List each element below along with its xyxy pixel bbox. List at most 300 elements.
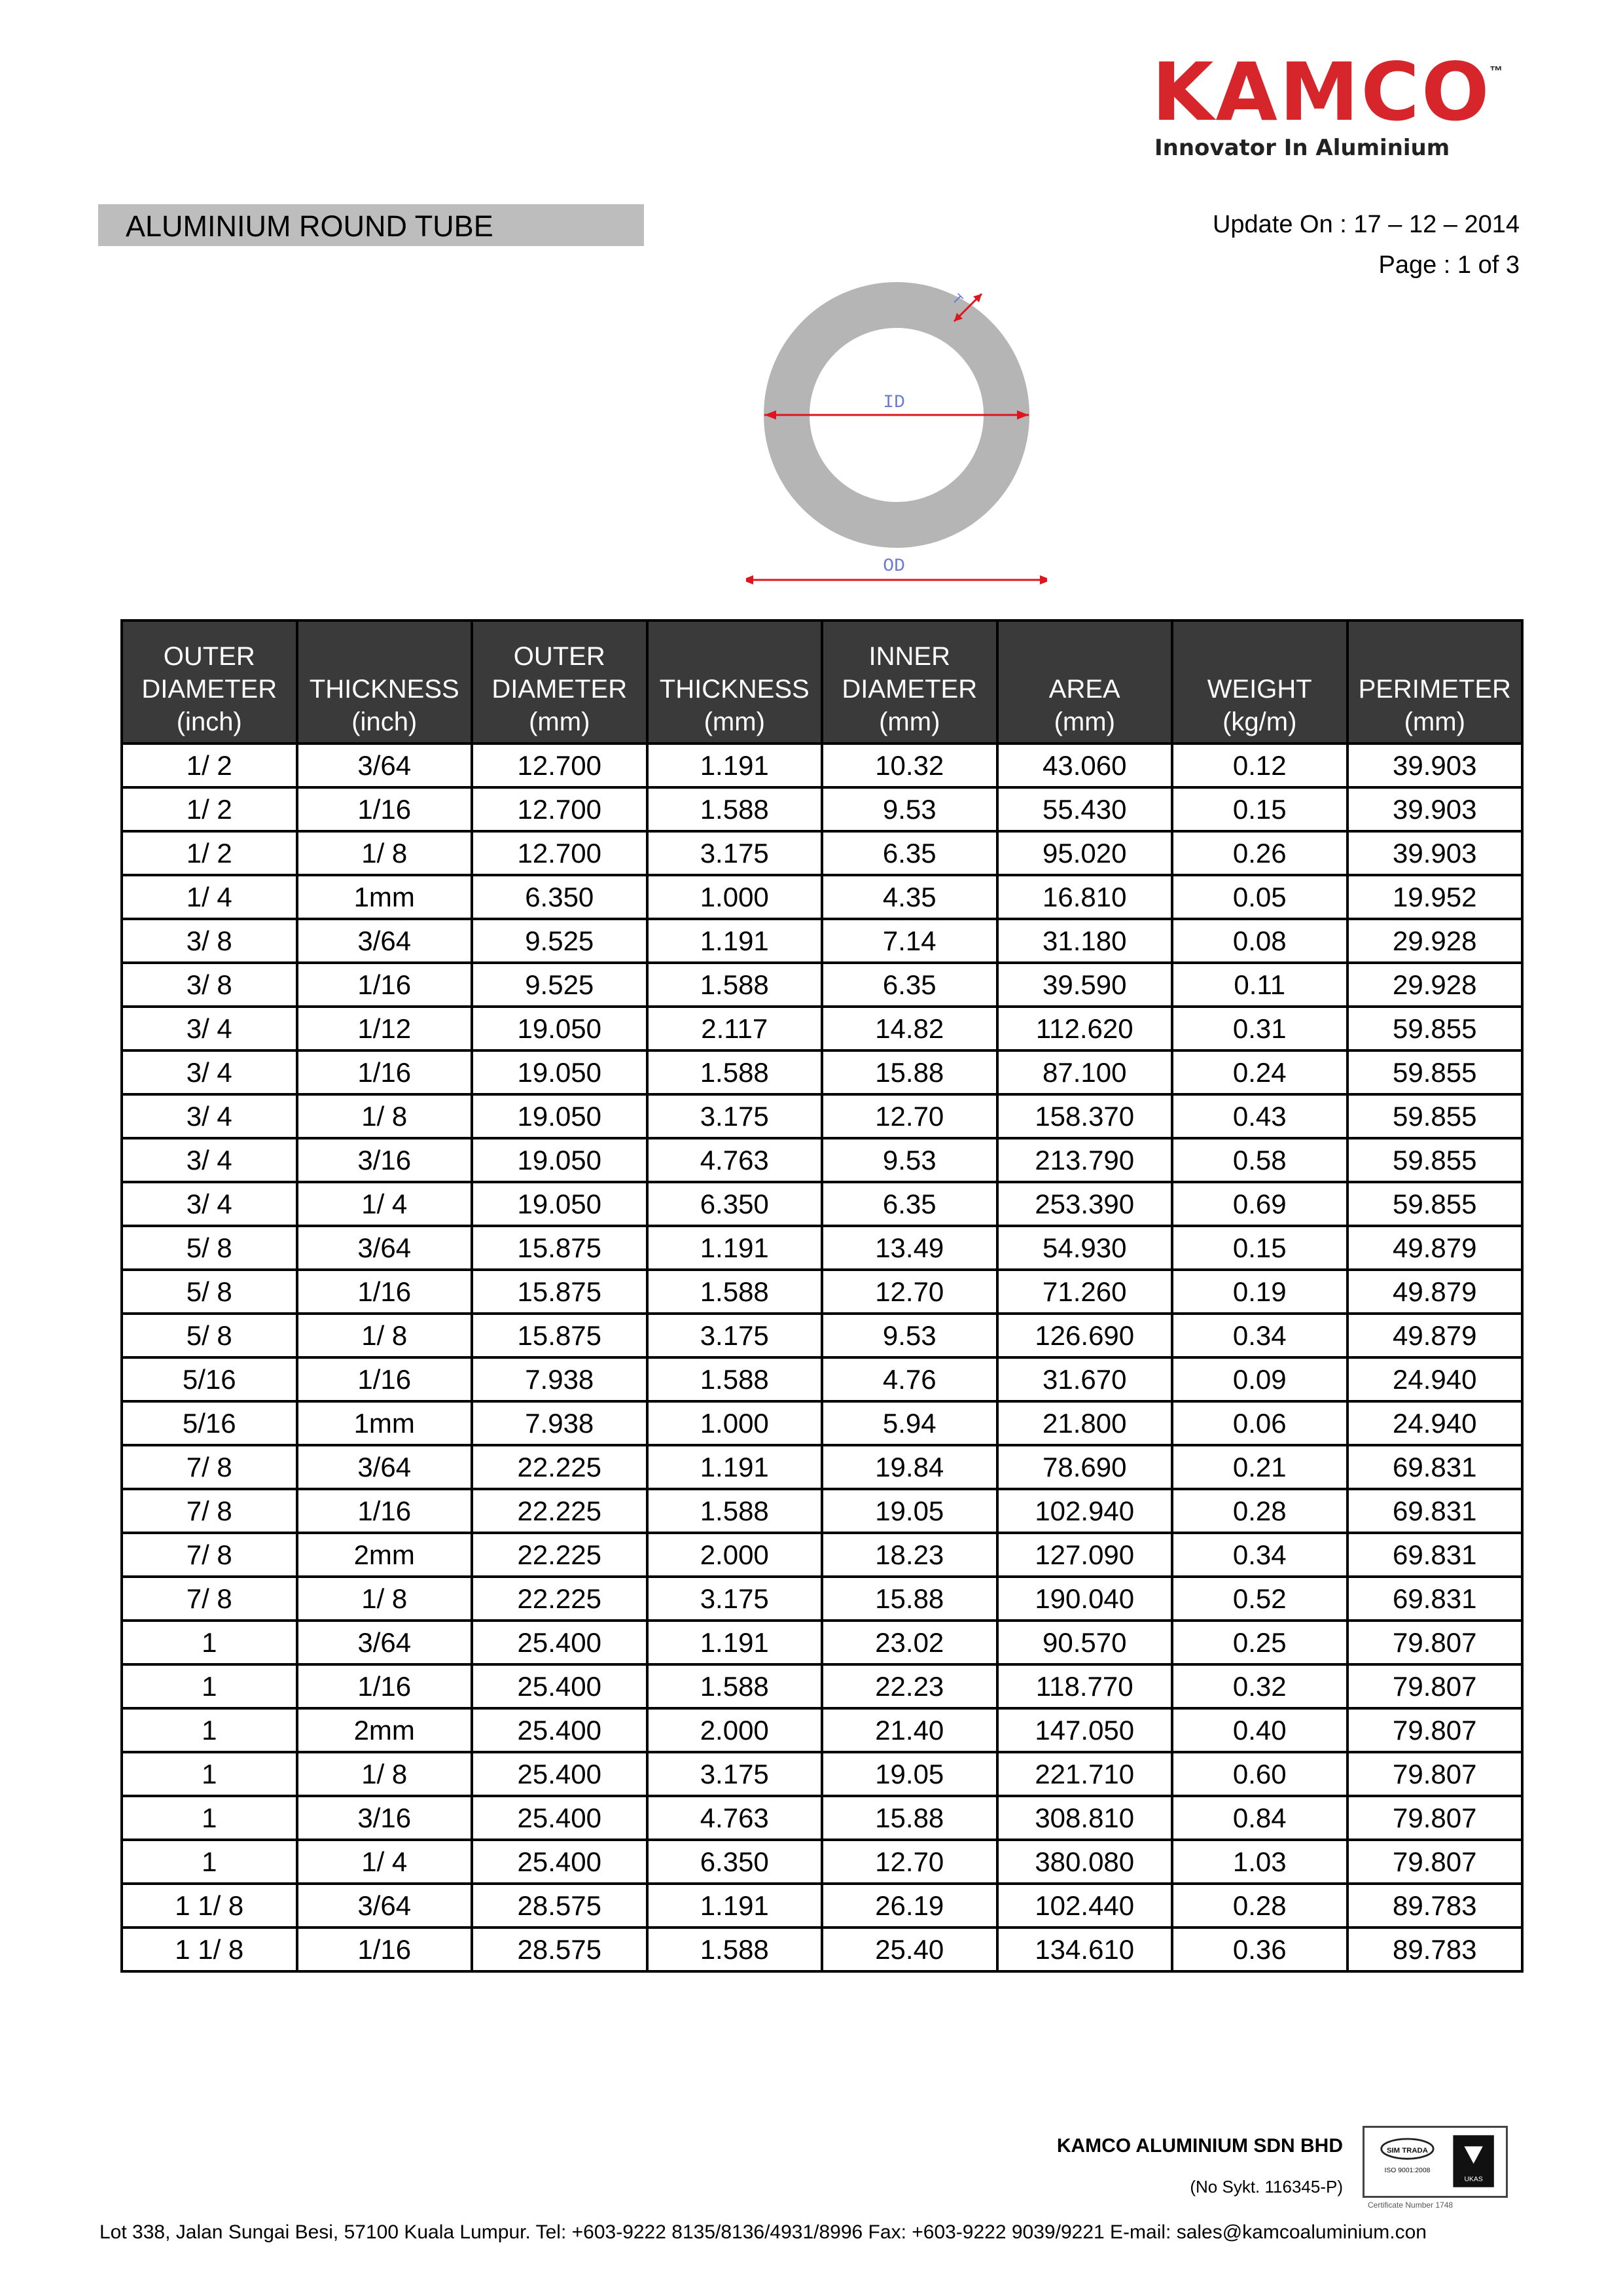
cert-ukas-text: UKAS [1464,2176,1483,2183]
table-cell: 0.28 [1172,1489,1347,1533]
table-cell: 3/64 [297,919,473,963]
table-cell: 1/16 [297,1270,473,1314]
table-cell: 31.180 [997,919,1173,963]
column-header [297,620,473,744]
table-cell [122,744,297,787]
column-header-line: DIAMETER [842,675,978,704]
outer-diameter-inch-value: 5/16 [182,1407,236,1439]
table-row [122,1796,1522,1840]
table-cell: 25.400 [472,1664,647,1708]
table-cell: 1/12 [297,1007,473,1050]
table-cell: 29.928 [1347,963,1523,1007]
table-cell: 1.588 [647,1664,823,1708]
table-cell: 89.783 [1347,1928,1523,1971]
table-cell: 3/16 [297,1796,473,1840]
kamco-logo [1152,46,1518,170]
table-cell: 213.790 [997,1138,1173,1182]
table-cell: 1.191 [647,744,823,787]
table-cell: 9.53 [822,1314,997,1357]
table-cell: 0.25 [1172,1621,1347,1664]
table-row [122,744,1522,787]
table-cell: 79.807 [1347,1708,1523,1752]
update-date: Update On : 17 – 12 – 2014 [1212,211,1520,238]
table-cell: 1.588 [647,1357,823,1401]
column-header-line: PERIMETER [1358,675,1511,704]
table-cell: 3.175 [647,1314,823,1357]
table-cell: 25.400 [472,1796,647,1840]
table-cell: 43.060 [997,744,1173,787]
table-cell: 6.35 [822,963,997,1007]
table-row [122,1357,1522,1401]
table-cell: 15.875 [472,1270,647,1314]
table-cell: 1/16 [297,1357,473,1401]
table-cell: 39.903 [1347,744,1523,787]
table-cell: 118.770 [997,1664,1173,1708]
table-cell: 0.05 [1172,875,1347,919]
outer-diameter-inch-value: 7/ 8 [186,1539,232,1570]
table-cell [122,1621,297,1664]
table-cell [122,1138,297,1182]
table-cell [122,1094,297,1138]
column-header-line [1173,640,1346,673]
table-cell: 126.690 [997,1314,1173,1357]
outer-diameter-inch-value: 1 1/ 8 [175,1890,244,1921]
table-cell: 54.930 [997,1226,1173,1270]
table-cell: 4.76 [822,1357,997,1401]
table-cell: 7.938 [472,1401,647,1445]
outer-diameter-inch-value: 5/ 8 [186,1232,232,1263]
table-cell: 15.88 [822,1577,997,1621]
table-cell: 19.952 [1347,875,1523,919]
table-row [122,1226,1522,1270]
table-row [122,1664,1522,1708]
outer-diameter-inch-value: 1 [202,1626,217,1658]
table-cell [122,963,297,1007]
header-row [122,620,1522,744]
column-header-line: (mm) [879,708,940,736]
table-cell: 0.32 [1172,1664,1347,1708]
round-tube-spec-table [120,619,1524,1973]
table-cell: 0.40 [1172,1708,1347,1752]
table-cell: 0.21 [1172,1445,1347,1489]
table-cell: 1/ 8 [297,1577,473,1621]
table-cell: 0.34 [1172,1314,1347,1357]
table-cell: 9.53 [822,1138,997,1182]
column-header-line [999,640,1171,673]
column-header-line: (inch) [176,708,242,736]
table-cell: 0.28 [1172,1884,1347,1928]
table-cell: 1.588 [647,963,823,1007]
table-cell [122,1401,297,1445]
table-cell: 69.831 [1347,1445,1523,1489]
table-cell: 1/16 [297,787,473,831]
column-header [822,620,997,744]
table-cell: 3.175 [647,1577,823,1621]
table-cell: 1.03 [1172,1840,1347,1884]
table-cell: 25.400 [472,1621,647,1664]
table-cell: 2mm [297,1533,473,1577]
table-cell: 19.050 [472,1138,647,1182]
table-cell [122,1182,297,1226]
table-row [122,1577,1522,1621]
table-row [122,1401,1522,1445]
table-cell: 0.12 [1172,744,1347,787]
table-cell: 4.763 [647,1796,823,1840]
id-label: ID [883,393,905,413]
table-row [122,1138,1522,1182]
table-cell: 14.82 [822,1007,997,1050]
outer-diameter-inch-value: 3/ 8 [186,969,232,1000]
table-cell: 10.32 [822,744,997,787]
table-cell: 1/ 4 [297,1182,473,1226]
table-cell: 0.36 [1172,1928,1347,1971]
table-cell: 1mm [297,875,473,919]
table-cell: 12.70 [822,1270,997,1314]
tube-cross-section-diagram [746,275,1047,596]
outer-diameter-inch-value: 5/ 8 [186,1276,232,1307]
outer-diameter-inch-value: 1 [202,1802,217,1833]
column-header-line: THICKNESS [309,675,459,704]
table-cell: 28.575 [472,1928,647,1971]
table-cell: 1/16 [297,1050,473,1094]
od-label: OD [883,556,905,577]
table-cell: 55.430 [997,787,1173,831]
table-cell: 7.14 [822,919,997,963]
table-cell: 22.225 [472,1577,647,1621]
outer-diameter-inch-value: 1 1/ 8 [175,1933,244,1965]
table-cell: 1/16 [297,1928,473,1971]
table-cell: 59.855 [1347,1094,1523,1138]
table-cell: 0.24 [1172,1050,1347,1094]
table-cell: 3/64 [297,1226,473,1270]
table-cell [122,1533,297,1577]
table-cell [122,1708,297,1752]
table-cell: 22.225 [472,1533,647,1577]
outer-diameter-inch-value: 5/ 8 [186,1319,232,1351]
column-header [472,620,647,744]
table-cell: 19.050 [472,1050,647,1094]
table-cell: 308.810 [997,1796,1173,1840]
table-row [122,1708,1522,1752]
table-cell: 0.58 [1172,1138,1347,1182]
table-cell: 0.19 [1172,1270,1347,1314]
table-cell: 39.590 [997,963,1173,1007]
table-cell [122,1840,297,1884]
table-cell: 1/ 4 [297,1840,473,1884]
table-cell: 19.05 [822,1752,997,1796]
table-cell: 25.400 [472,1708,647,1752]
column-header-line: OUTER [163,642,255,671]
table-cell: 5.94 [822,1401,997,1445]
table-cell [122,1445,297,1489]
table-cell: 1/16 [297,1664,473,1708]
table-cell: 1.191 [647,1884,823,1928]
table-cell: 19.050 [472,1182,647,1226]
table-row [122,1928,1522,1971]
table-cell: 6.350 [647,1182,823,1226]
table-cell: 90.570 [997,1621,1173,1664]
table-cell: 12.700 [472,787,647,831]
table-cell: 0.15 [1172,787,1347,831]
table-cell: 22.225 [472,1445,647,1489]
table-cell: 147.050 [997,1708,1173,1752]
table-cell: 3/64 [297,744,473,787]
table-cell: 69.831 [1347,1489,1523,1533]
table-cell: 0.60 [1172,1752,1347,1796]
table-cell: 24.940 [1347,1401,1523,1445]
outer-diameter-inch-value: 1/ 4 [186,881,232,912]
outer-diameter-inch-value: 3/ 4 [186,1013,232,1044]
outer-diameter-inch-value: 1/ 2 [186,837,232,869]
table-row [122,1270,1522,1314]
table-cell: 0.31 [1172,1007,1347,1050]
table-cell: 69.831 [1347,1577,1523,1621]
table-cell: 19.84 [822,1445,997,1489]
table-cell: 1.000 [647,1401,823,1445]
table-cell: 1.588 [647,1270,823,1314]
table-cell: 15.875 [472,1314,647,1357]
table-cell: 3/64 [297,1445,473,1489]
od-arrow-right [1040,575,1047,584]
table-cell: 79.807 [1347,1621,1523,1664]
column-header [1172,620,1347,744]
table-row [122,1884,1522,1928]
table-cell: 1.588 [647,1928,823,1971]
table-row [122,1050,1522,1094]
title-bar [98,204,644,246]
table-row [122,1094,1522,1138]
table-cell [122,875,297,919]
table-cell [122,1050,297,1094]
table-cell: 49.879 [1347,1270,1523,1314]
table-cell: 380.080 [997,1840,1173,1884]
table-cell: 158.370 [997,1094,1173,1138]
table-cell: 0.84 [1172,1796,1347,1840]
table-cell: 39.903 [1347,787,1523,831]
table-cell: 59.855 [1347,1050,1523,1094]
table-cell: 2.000 [647,1533,823,1577]
outer-diameter-inch-value: 7/ 8 [186,1451,232,1482]
column-header-line: (inch) [351,708,418,736]
table-cell: 1.588 [647,1489,823,1533]
table-cell: 71.260 [997,1270,1173,1314]
table-cell: 79.807 [1347,1796,1523,1840]
table-cell: 0.09 [1172,1357,1347,1401]
logo-wordmark: KAMCO [1152,46,1491,139]
table-cell: 134.610 [997,1928,1173,1971]
table-row [122,963,1522,1007]
table-cell: 19.050 [472,1007,647,1050]
thickness-label: T [948,291,966,309]
outer-diameter-inch-value: 3/ 8 [186,925,232,956]
table-cell: 0.43 [1172,1094,1347,1138]
column-header-line [298,640,471,673]
column-header-line: OUTER [513,642,605,671]
logo-tagline: Innovator In Aluminium [1154,135,1450,161]
table-cell [122,1489,297,1533]
table-cell: 102.940 [997,1489,1173,1533]
column-header [647,620,823,744]
outer-diameter-inch-value: 1 [202,1714,217,1746]
table-cell: 59.855 [1347,1182,1523,1226]
table-cell [122,1226,297,1270]
table-cell: 1mm [297,1401,473,1445]
certification-badge [1363,2126,1508,2198]
table-cell: 1/ 8 [297,1314,473,1357]
table-row [122,875,1522,919]
table-cell: 19.05 [822,1489,997,1533]
footer-address: Lot 338, Jalan Sungai Besi, 57100 Kuala Lumpur. Tel: +603-9222 8135/8136/4931/8996 Fax: +603-9222 9039/9221 E-mail: sales@kamcoaluminium.con [99,2221,1427,2243]
column-header-line: (mm) [529,708,590,736]
table-cell: 15.875 [472,1226,647,1270]
table-cell: 102.440 [997,1884,1173,1928]
table-cell: 1.000 [647,875,823,919]
table-row [122,787,1522,831]
table-cell: 2.000 [647,1708,823,1752]
table-cell: 253.390 [997,1182,1173,1226]
table-cell: 9.525 [472,919,647,963]
table-cell: 3.175 [647,831,823,875]
table-cell: 13.49 [822,1226,997,1270]
table-cell: 0.52 [1172,1577,1347,1621]
table-row [122,1621,1522,1664]
outer-diameter-inch-value: 1/ 2 [186,749,232,781]
table-cell: 1/ 8 [297,1752,473,1796]
table-cell: 29.928 [1347,919,1523,963]
table-cell: 79.807 [1347,1664,1523,1708]
column-header-line: AREA [1048,675,1120,704]
table-cell: 190.040 [997,1577,1173,1621]
table-cell: 19.050 [472,1094,647,1138]
table-cell [122,1577,297,1621]
table-cell: 78.690 [997,1445,1173,1489]
outer-diameter-inch-value: 1/ 2 [186,793,232,825]
table-cell: 1.588 [647,787,823,831]
outer-diameter-inch-value: 3/ 4 [186,1100,232,1132]
table-cell: 9.53 [822,787,997,831]
table-cell [122,831,297,875]
od-arrow-left [746,575,753,584]
table-cell: 16.810 [997,875,1173,919]
table-cell: 7.938 [472,1357,647,1401]
outer-diameter-inch-value: 3/ 4 [186,1056,232,1088]
table-cell: 0.26 [1172,831,1347,875]
table-cell: 1/ 8 [297,831,473,875]
table-cell: 3/64 [297,1621,473,1664]
table-cell: 25.400 [472,1752,647,1796]
outer-diameter-inch-value: 7/ 8 [186,1495,232,1526]
column-header [1347,620,1523,744]
outer-diameter-inch-value: 1 [202,1758,217,1789]
table-cell: 1/ 8 [297,1094,473,1138]
table-cell: 0.11 [1172,963,1347,1007]
outer-diameter-inch-value: 1 [202,1670,217,1702]
table-cell: 4.35 [822,875,997,919]
table-cell: 2mm [297,1708,473,1752]
table-cell: 79.807 [1347,1840,1523,1884]
table-cell: 112.620 [997,1007,1173,1050]
cert-sirim-text: SIM TRADA [1386,2146,1428,2155]
table-cell [122,1357,297,1401]
table-cell: 18.23 [822,1533,997,1577]
table-cell: 127.090 [997,1533,1173,1577]
table-cell: 87.100 [997,1050,1173,1094]
column-header-line [649,640,821,673]
table-cell: 1.191 [647,1226,823,1270]
table-cell: 3.175 [647,1752,823,1796]
certificate-number: Certificate Number 1748 [1368,2200,1454,2210]
logo-trademark: ™ [1489,64,1503,79]
table-cell: 59.855 [1347,1007,1523,1050]
table-cell: 0.15 [1172,1226,1347,1270]
table-cell: 22.225 [472,1489,647,1533]
table-cell: 3/16 [297,1138,473,1182]
table-cell [122,919,297,963]
table-cell: 69.831 [1347,1533,1523,1577]
table-cell: 22.23 [822,1664,997,1708]
table-cell: 221.710 [997,1752,1173,1796]
table-cell: 25.40 [822,1928,997,1971]
table-cell: 0.69 [1172,1182,1347,1226]
table-cell [122,1928,297,1971]
table-row [122,1445,1522,1489]
table-cell: 6.350 [647,1840,823,1884]
column-header-line [1349,640,1522,673]
table-header [122,620,1522,744]
column-header-line: WEIGHT [1207,675,1312,704]
table-cell: 3/64 [297,1884,473,1928]
table-cell [122,1314,297,1357]
table-row [122,919,1522,963]
table-cell: 1.191 [647,1445,823,1489]
table-cell: 2.117 [647,1007,823,1050]
table-row [122,1182,1522,1226]
outer-diameter-inch-value: 7/ 8 [186,1583,232,1614]
table-cell: 21.40 [822,1708,997,1752]
company-name: KAMCO ALUMINIUM SDN BHD [1056,2135,1343,2157]
table-row [122,1007,1522,1050]
table-cell: 59.855 [1347,1138,1523,1182]
column-header-line: (mm) [1054,708,1115,736]
table-row [122,1533,1522,1577]
column-header-line: DIAMETER [491,675,628,704]
table-cell: 1.588 [647,1050,823,1094]
column-header-line: DIAMETER [141,675,277,704]
table-cell: 12.70 [822,1840,997,1884]
table-row [122,831,1522,875]
table-cell: 79.807 [1347,1752,1523,1796]
table-cell: 3.175 [647,1094,823,1138]
page-number: Page : 1 of 3 [1378,251,1520,279]
column-header [122,620,297,744]
page-title: ALUMINIUM ROUND TUBE [126,209,493,243]
table-cell: 1.191 [647,1621,823,1664]
table-cell: 6.350 [472,875,647,919]
table-cell: 39.903 [1347,831,1523,875]
table-cell: 1/16 [297,963,473,1007]
table-row [122,1314,1522,1357]
table-cell: 12.700 [472,831,647,875]
column-header-line: (mm) [704,708,765,736]
table-row [122,1752,1522,1796]
outer-diameter-inch-value: 3/ 4 [186,1144,232,1175]
table-cell: 31.670 [997,1357,1173,1401]
table-cell: 12.70 [822,1094,997,1138]
outer-diameter-inch-value: 5/16 [182,1363,236,1395]
cert-iso-text: ISO 9001:2008 [1384,2167,1431,2175]
table-cell: 25.400 [472,1840,647,1884]
table-cell: 95.020 [997,831,1173,875]
